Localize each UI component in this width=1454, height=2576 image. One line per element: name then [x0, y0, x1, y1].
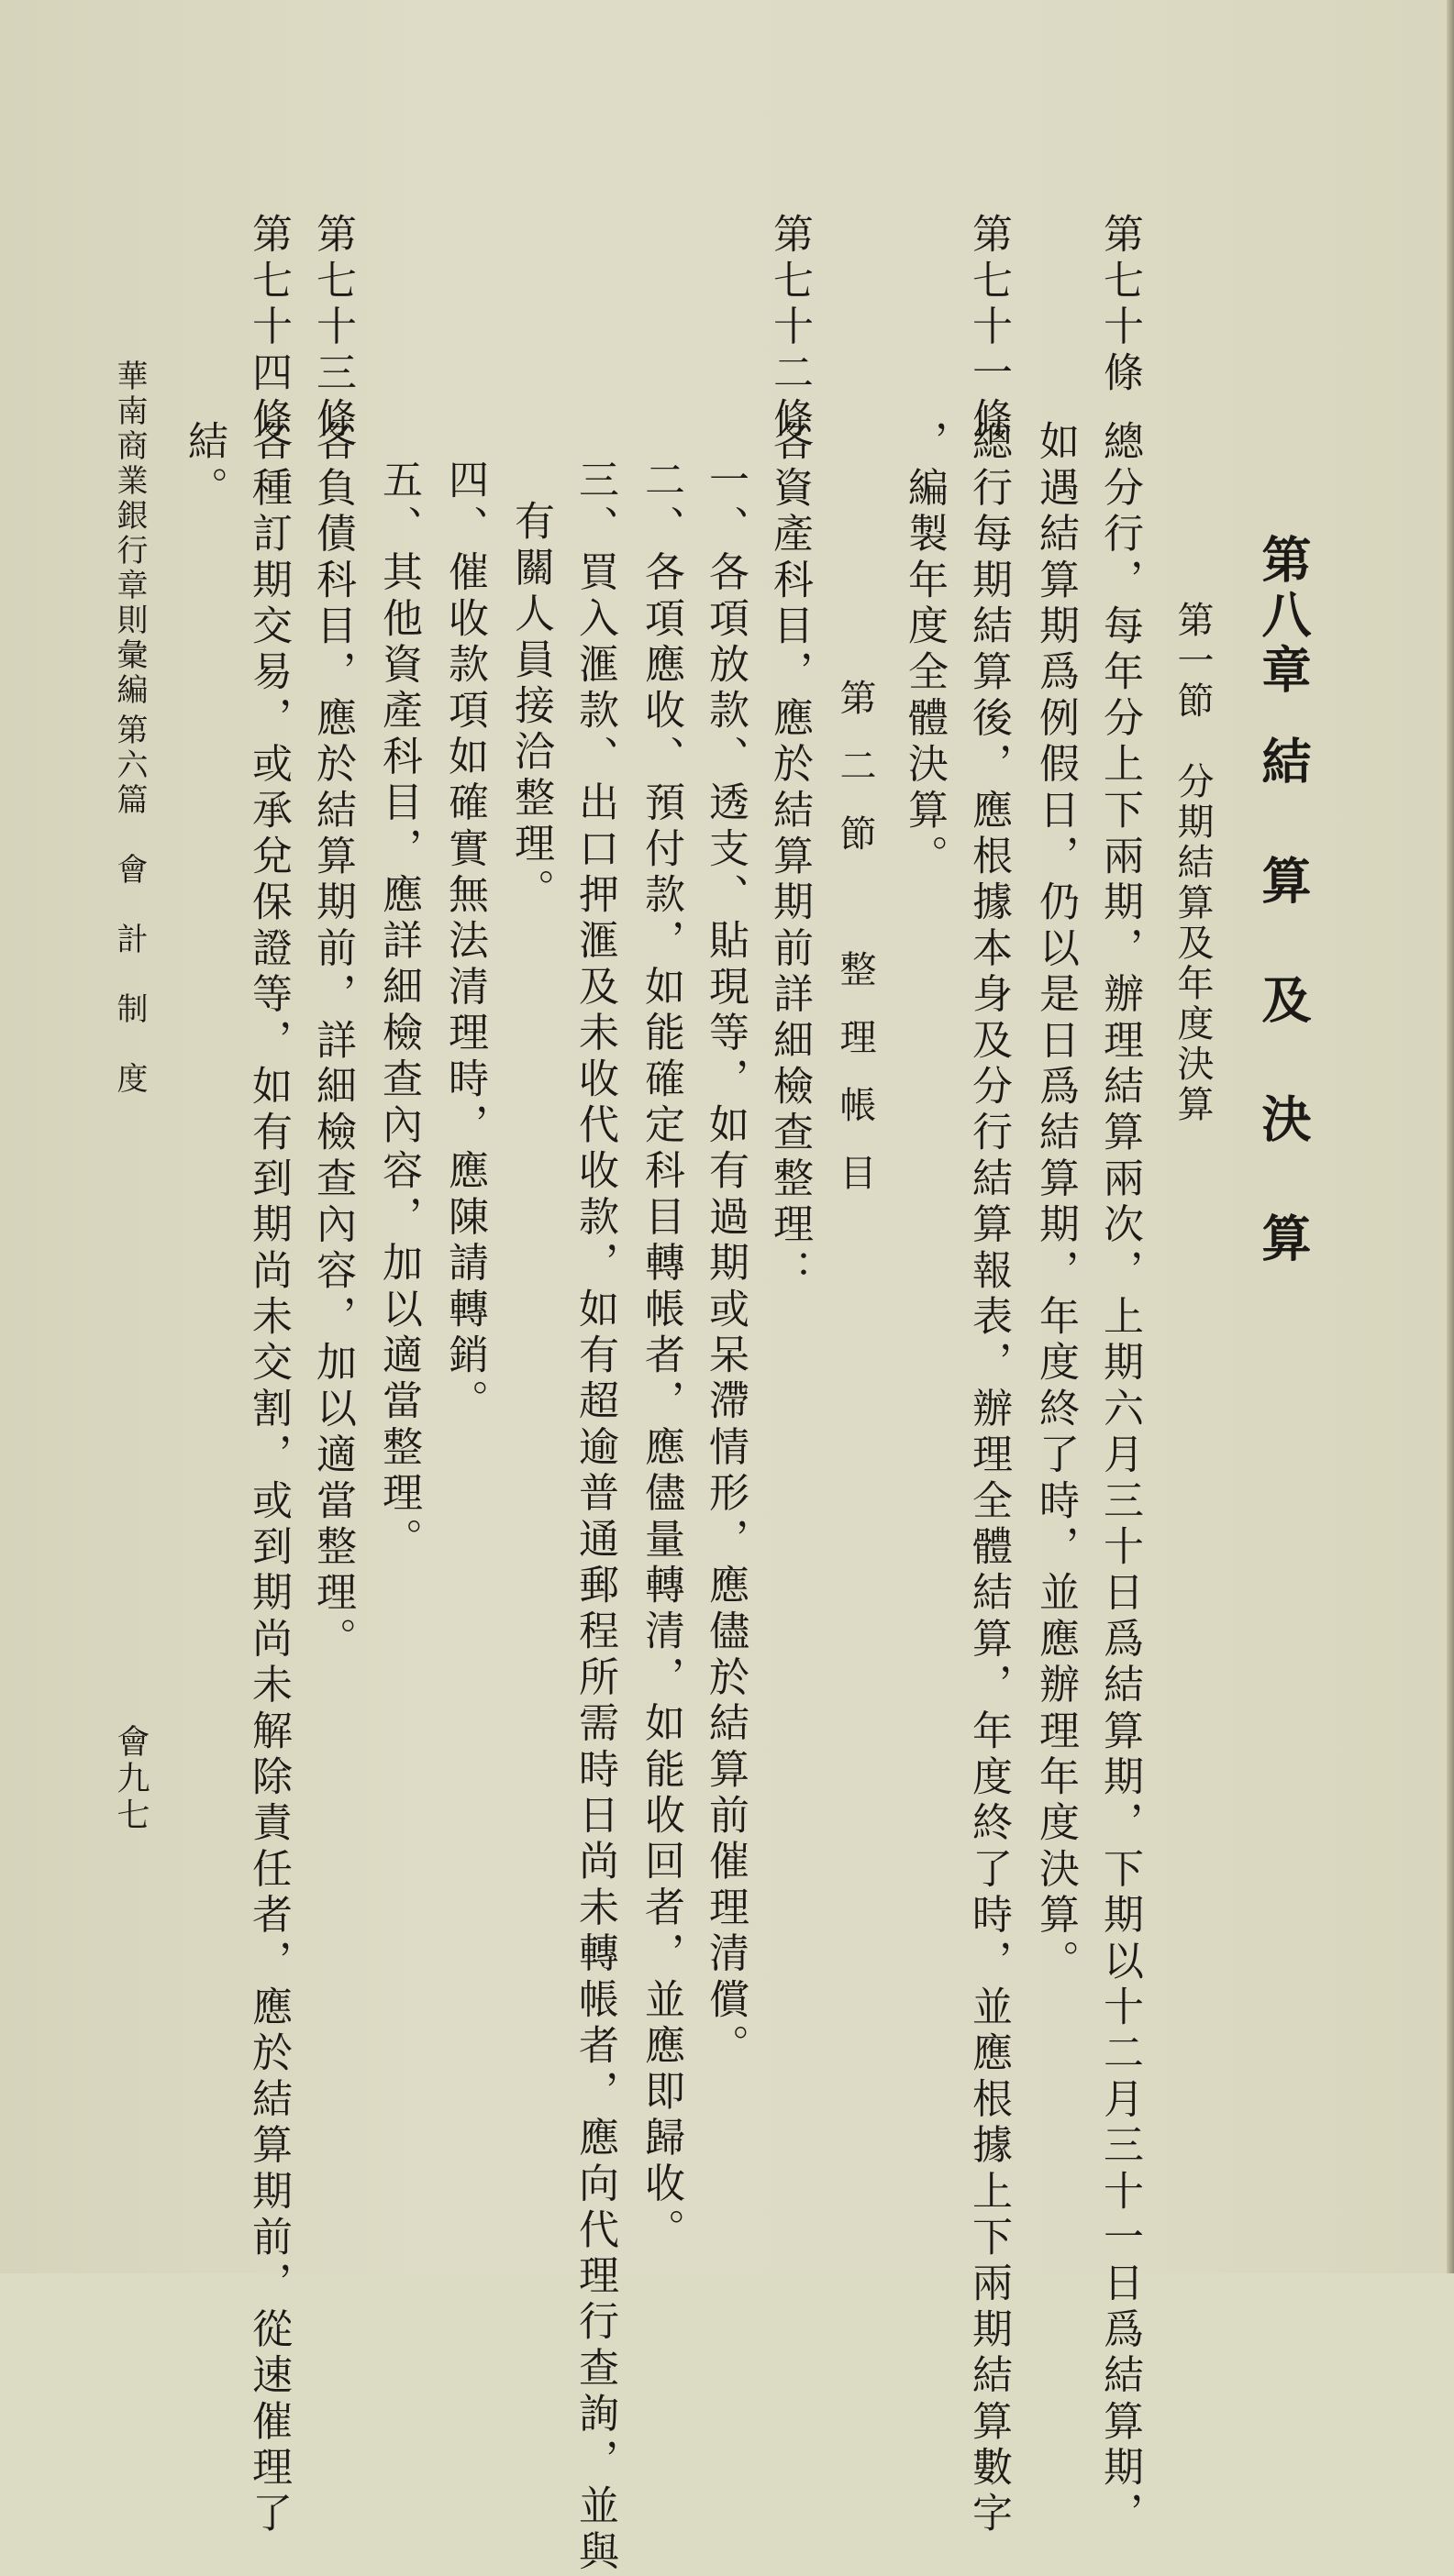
- section-2-title: 第二節 整理帳目: [834, 679, 876, 1222]
- article-74-label: 第七十四條: [245, 213, 292, 443]
- article-70-line-1: 總分行，每年分上下兩期，辦理結算兩次，上期六月三十日爲結算期，下期以十二月三十一日爲結算期，: [1096, 420, 1143, 2538]
- article-72-item-1: 一、各項放款、透支、貼現等，如有過期或呆滯情形，應儘於結算前催理清償。: [702, 459, 749, 2070]
- article-72-label: 第七十二條: [766, 213, 813, 443]
- article-73-line-1: 各負債科目，應於結算期前，詳細檢查內容，加以適當整理。: [309, 420, 356, 1664]
- article-70-label: 第七十條: [1096, 213, 1143, 397]
- chapter-name: 結 算 及 決 算: [1254, 735, 1313, 1267]
- chapter-title: [1254, 534, 1313, 1267]
- article-72-item-2: 二、各項應收、預付款，如能確定科目轉帳者，應儘量轉清，如能收回者，並應即歸收。: [638, 459, 684, 2254]
- book-title: 華南商業銀行章則彙編: [111, 359, 148, 708]
- article-73-label: 第七十三條: [309, 213, 356, 443]
- chapter-number: 第八章: [1254, 534, 1313, 699]
- section-1-title: 第一節 分期結算及年度決算: [1171, 601, 1214, 1125]
- page-edge: [1447, 0, 1454, 2273]
- page-number: 會九七: [112, 1724, 150, 1834]
- article-74-line-1: 各種訂期交易，或承兌保證等，如有到期尚未交割，或到期尚未解除責任者，應於結算期前，從速催理了: [245, 420, 292, 2538]
- article-71-line-2: ，編製年度全體決算。: [901, 420, 948, 880]
- part-title: 第六篇 會 計 制 度: [111, 713, 148, 1097]
- article-74-line-2: 結。: [181, 420, 228, 513]
- article-72-line-1: 各資產科目，應於結算期前詳細檢查整理：: [766, 420, 813, 1295]
- article-72-item-5: 五、其他資產科目，應詳細檢查內容，加以適當整理。: [375, 459, 422, 1564]
- article-71-label: 第七十一條: [965, 213, 1012, 443]
- article-71-line-1: 總行每期結算後，應根據本身及分行結算報表，辦理全體結算，年度終了時，並應根據上下兩期結算數字: [965, 420, 1012, 2538]
- article-72-item-3-line-1: 三、買入滙款、出口押滙及未收代收款，如有超逾普通郵程所需時日尚未轉帳者，應向代理行查詢，並與: [572, 459, 618, 2576]
- article-70-line-2: 如遇結算期爲例假日，仍以是日爲結算期，年度終了時，並應辦理年度決算。: [1032, 420, 1079, 1985]
- article-72-item-4: 四、催收款項如確實無法清理時，應陳請轉銷。: [441, 459, 488, 1426]
- article-72-item-3-line-2: 有關人員接洽整理。: [507, 500, 554, 914]
